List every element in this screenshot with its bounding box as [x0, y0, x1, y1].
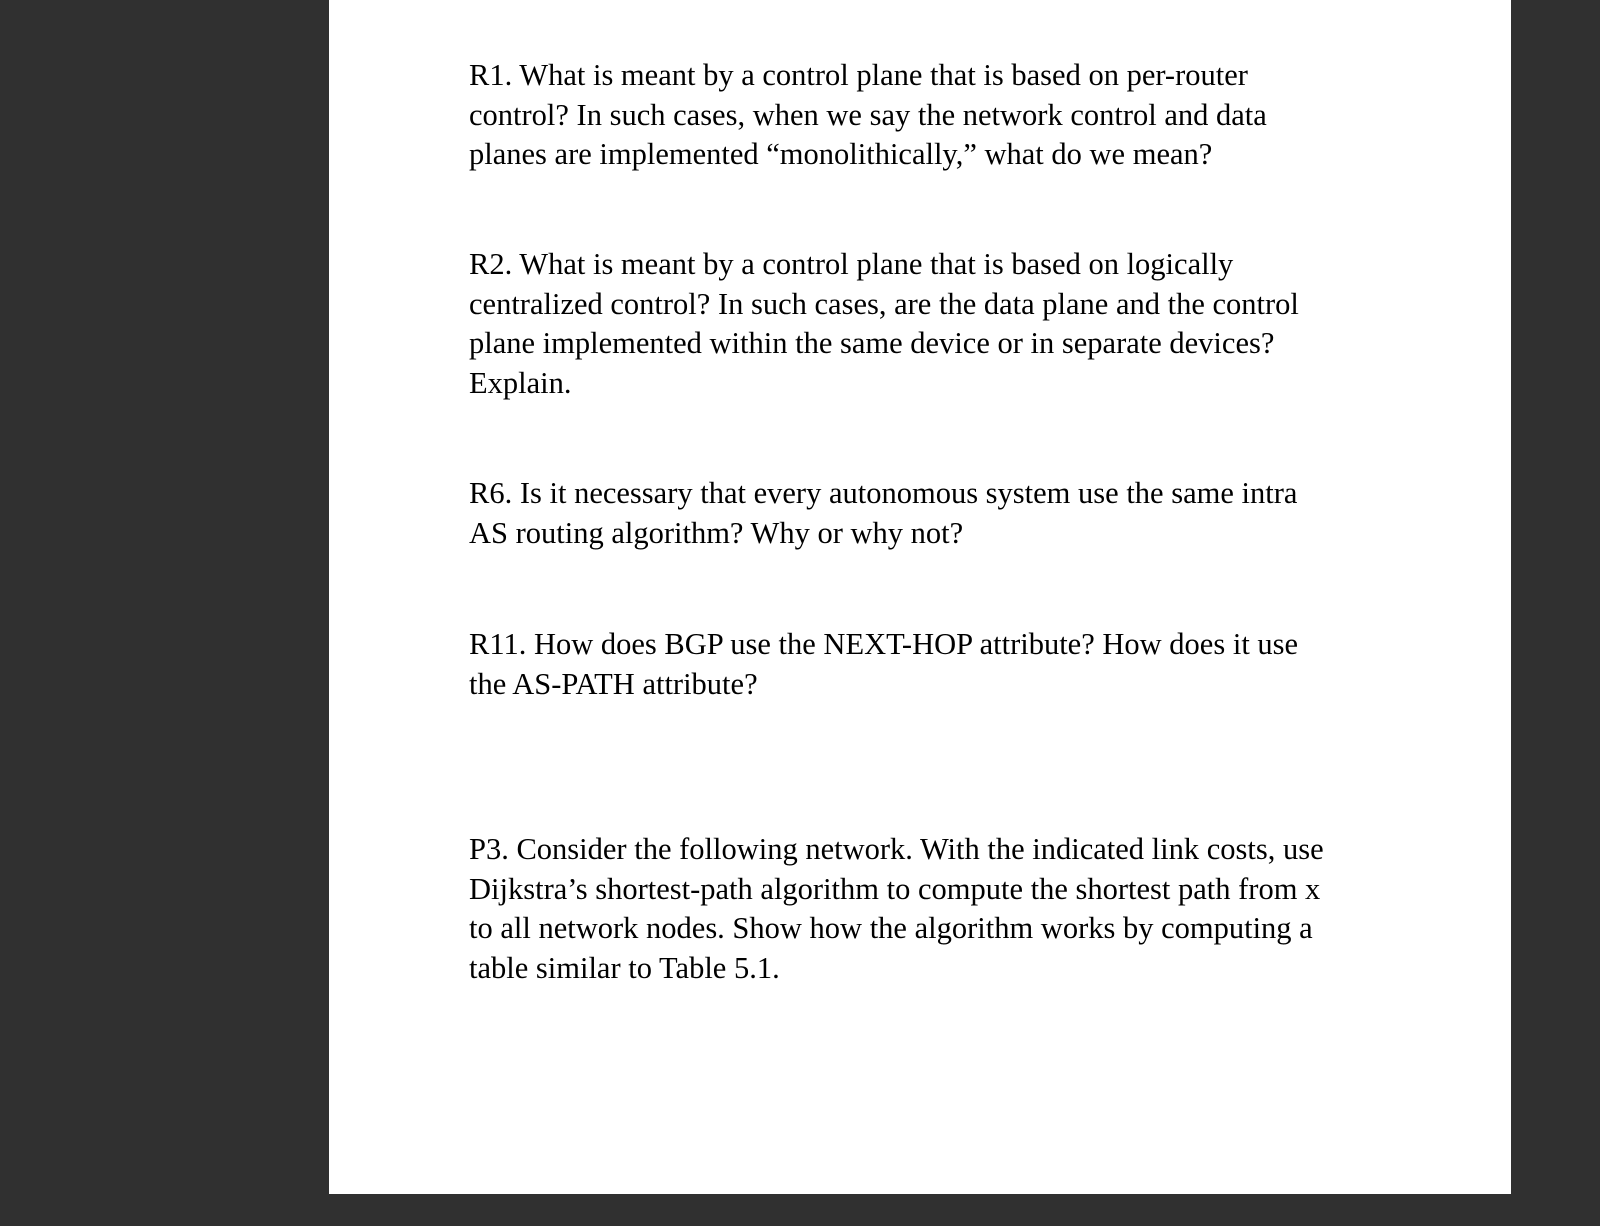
question-line: table similar to Table 5.1. [469, 950, 780, 985]
question-line: centralized control? In such cases, are the data plane and the control [469, 286, 1299, 321]
question-line: Explain. [469, 365, 572, 400]
question-line: Dijkstra’s shortest-path algorithm to compute the shortest path from x [469, 871, 1321, 906]
question-line: P3. Consider the following network. With the indicated link costs, use [469, 832, 1324, 866]
question-line: AS routing algorithm? Why or why not? [469, 515, 964, 550]
question-line: R1. What is meant by a control plane that is based on per-router [469, 58, 1248, 92]
question-line: R2. What is meant by a control plane that is based on logically [469, 247, 1234, 281]
question-line: R11. How does BGP use the NEXT-HOP attribute? How does it use [469, 627, 1299, 661]
question-r1 [469, 56, 1369, 175]
question-p3 [469, 830, 1369, 988]
question-line: plane implemented within the same device or in separate devices? [469, 326, 1275, 360]
question-line: control? In such cases, when we say the network control and data [469, 97, 1267, 132]
question-r2 [469, 245, 1369, 403]
question-r11 [469, 625, 1369, 704]
question-r6 [469, 474, 1369, 553]
question-line: planes are implemented “monolithically,” what do we mean? [469, 137, 1213, 171]
document-page [329, 0, 1511, 1194]
question-line: the AS-PATH attribute? [469, 666, 758, 701]
question-line: R6. Is it necessary that every autonomous system use the same intra [469, 476, 1298, 510]
question-line: to all network nodes. Show how the algorithm works by computing a [469, 911, 1313, 945]
